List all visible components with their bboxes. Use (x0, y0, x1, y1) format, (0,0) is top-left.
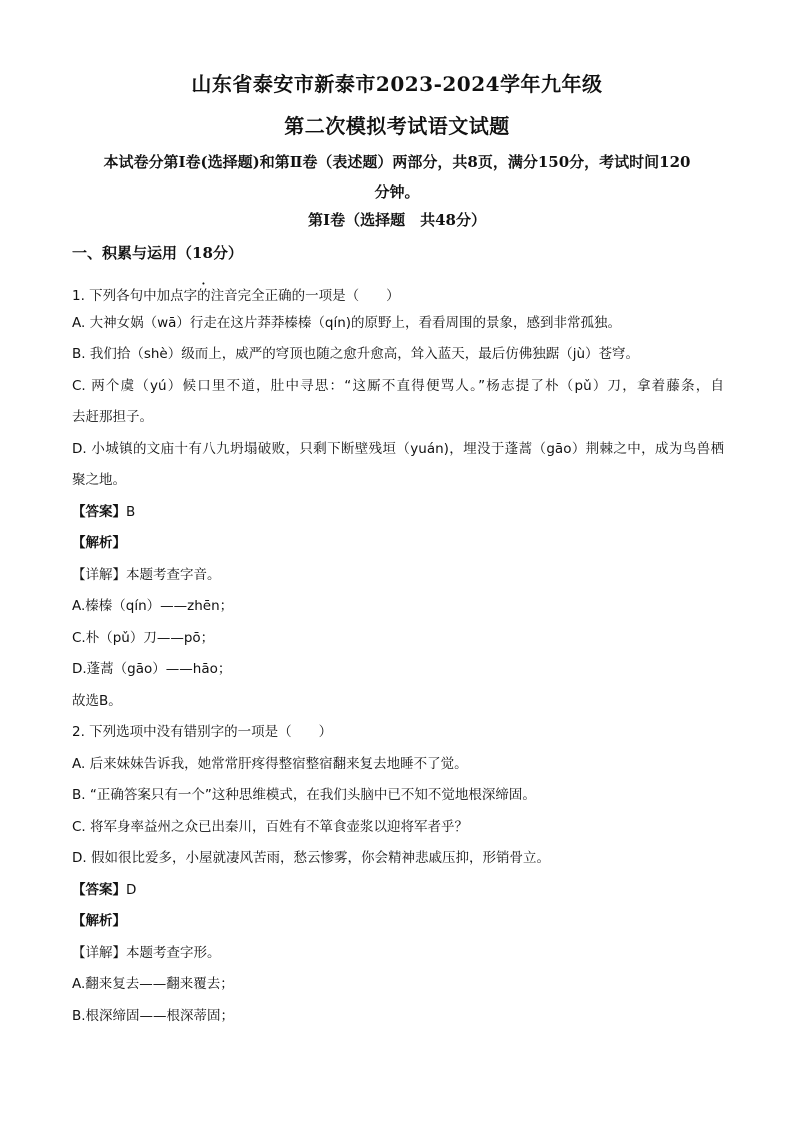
q1-detail-text: 本题考查字音。 (126, 566, 221, 583)
q1-option-c-line-1: C. 两个虞（yú）候口里不道，肚中寻思：“这厮不直得便骂人。”杨志提了朴（pǔ）刀，拿着藤条，自 (72, 377, 724, 394)
q2-analysis-tag: 【解析】 (72, 913, 126, 929)
q1-detail-tag: 【详解】 (72, 566, 126, 583)
q2-fix-b: B.根深缔固——根深蒂固； (72, 1007, 235, 1024)
question-body (72, 280, 724, 1036)
q2-answer-tag: 【答案】 (72, 881, 126, 898)
part-1-heading: 第Ⅰ卷（选择题 共48分） (308, 211, 486, 229)
q2-option-c: C. 将军身率益州之众已出秦川，百姓有不箪食壶浆以迎将军者乎？ (72, 818, 469, 835)
document-title-line-2: 第二次模拟考试语文试题 (284, 114, 510, 138)
q1-fix-d: D.蓬蒿（gāo）——hāo； (72, 661, 232, 677)
q1-stem-end: 注音完全正确的一项是（ ） (210, 288, 400, 304)
q1-answer (72, 501, 724, 533)
q2-detail-text: 本题考查字形。 (126, 944, 221, 961)
q2-stem: 2. 下列选项中没有错别字的一项是（ ） (72, 724, 333, 740)
q2-analysis (72, 910, 724, 942)
q1-answer-value: B (126, 503, 136, 520)
q1-stem-dotted-char: 的 (197, 288, 211, 304)
document-title-line-1: 山东省泰安市新泰市2023-2024学年九年级 (191, 72, 603, 96)
q1-stem-start: 1. 下列各句中加点字 (72, 288, 198, 304)
q2-detail-tag: 【详解】 (72, 944, 126, 961)
q1-option-b: B. 我们拾（shè）级而上，威严的穹顶也随之愈升愈高，耸入蓝天，最后仿佛独踞（jù）苍穹。 (72, 346, 640, 362)
q1-option-d-line-2: 聚之地。 (72, 472, 126, 488)
q1-option-c-line-2: 去赶那担子。 (72, 409, 153, 425)
q1-analysis-tag: 【解析】 (72, 535, 126, 551)
exam-intro-line-2: 分钟。 (374, 183, 420, 201)
exam-intro-line-1: 本试卷分第Ⅰ卷(选择题)和第Ⅱ卷（表述题）两部分，共8页，满分150分，考试时间120 (103, 153, 691, 171)
q1-fix-a: A.榛榛（qín）——zhēn； (72, 598, 234, 614)
q2-option-a: A. 后来妹妹告诉我，她常常肝疼得整宿整宿翻来复去地睡不了觉。 (72, 755, 468, 772)
section-1-heading: 一、积累与运用（18分） (72, 244, 243, 262)
q1-stem (72, 280, 724, 312)
q2-detail (72, 942, 724, 974)
q2-fix-a: A.翻来复去——翻来覆去； (72, 976, 234, 992)
q1-option-a: A. 大神女娲（wā）行走在这片莽莽榛榛（qín)的原野上，看看周围的景象，感到非常孤独。 (72, 314, 622, 331)
q1-conclusion: 故选B。 (72, 692, 122, 709)
q2-option-b: B. “正确答案只有一个”这种思维模式，在我们头脑中已不知不觉地根深缔固。 (72, 787, 536, 803)
q1-option-d-line-1: D. 小城镇的文庙十有八九坍塌破败，只剩下断壁残垣（yuán)，埋没于蓬蒿（gāo）荆棘之中，成为鸟兽栖 (72, 440, 724, 457)
q2-option-d: D. 假如很比爱多，小屋就凄风苦雨，愁云惨雾，你会精神悲戚压抑，形销骨立。 (72, 850, 550, 866)
q2-answer (72, 879, 724, 911)
q1-analysis (72, 532, 724, 564)
q2-answer-value: D (126, 881, 137, 898)
q1-answer-tag: 【答案】 (72, 503, 126, 520)
q1-fix-c: C.朴（pǔ）刀——pō； (72, 629, 215, 646)
q1-detail (72, 564, 724, 596)
